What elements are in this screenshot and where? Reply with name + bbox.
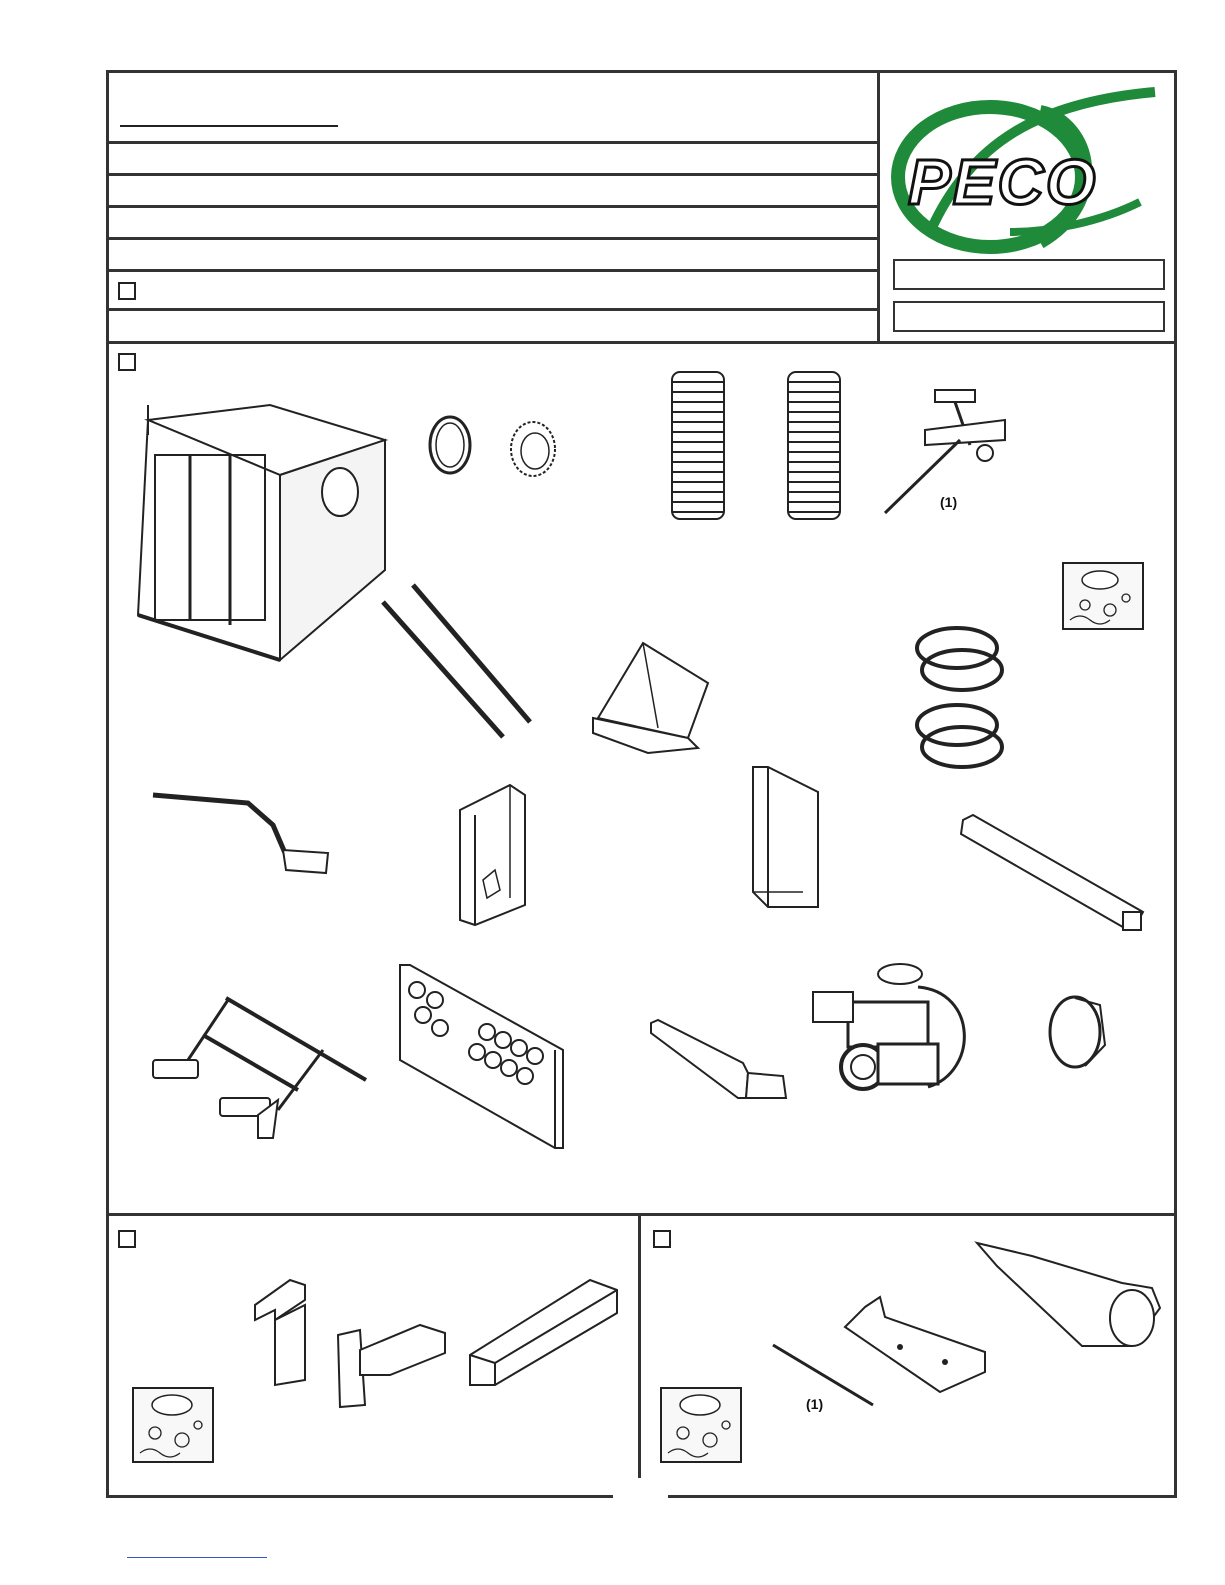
header-bottom-line — [106, 341, 1177, 344]
lower-sections-divider — [638, 1213, 641, 1478]
model-field[interactable] — [893, 259, 1165, 290]
hose-icon — [668, 368, 728, 523]
hose-icon-2 — [784, 368, 844, 523]
tow-tongue-icon — [648, 1018, 788, 1100]
header-row-line-4 — [106, 237, 879, 240]
ring-flange-icon — [425, 410, 475, 480]
discharge-chute-icon — [972, 1238, 1164, 1350]
deflector-hood-icon — [588, 638, 718, 756]
lower-right-checkbox[interactable] — [653, 1230, 671, 1248]
hardware-bag-icon-2 — [130, 1385, 216, 1465]
header-row-line-1 — [106, 141, 879, 144]
header-row-line-5 — [106, 269, 879, 272]
handle-quantity: (1) — [940, 494, 958, 510]
lower-sections-top-line — [106, 1213, 1177, 1216]
title-underline — [120, 125, 338, 127]
lower-left-checkbox[interactable] — [118, 1230, 136, 1248]
peco-logo — [890, 82, 1165, 254]
frame-sled-icon — [148, 990, 370, 1140]
wood-block-icon — [465, 1275, 620, 1390]
header-row-line-2 — [106, 173, 879, 176]
perforated-panel-icon — [395, 960, 567, 1150]
bottom-frame-gap — [613, 1493, 668, 1501]
support-rods-icon — [378, 582, 538, 742]
hardware-bag-icon-3 — [658, 1385, 744, 1465]
lever-arm-icon — [148, 785, 338, 880]
ring-collar-icon — [505, 418, 560, 480]
channel-bracket-icon-2 — [748, 762, 823, 912]
hardware-bag-icon — [1060, 560, 1146, 632]
channel-bracket-icon — [455, 780, 530, 928]
clamp-icon — [912, 620, 1008, 775]
square-tube-icon — [958, 812, 1146, 937]
hopper-icon — [130, 400, 392, 675]
rod-quantity: (1) — [806, 1396, 824, 1412]
footer-link-underline[interactable] — [127, 1557, 267, 1558]
header-checkbox[interactable] — [118, 282, 136, 300]
bracket-icon — [250, 1275, 450, 1410]
funnel-ring-icon — [1045, 990, 1110, 1070]
logo-text: PECO — [908, 146, 1098, 218]
main-parts-checkbox[interactable] — [118, 353, 136, 371]
header-row-line-3 — [106, 205, 879, 208]
serial-field[interactable] — [893, 301, 1165, 332]
header-row-line-6 — [106, 308, 879, 311]
engine-icon — [808, 962, 976, 1097]
